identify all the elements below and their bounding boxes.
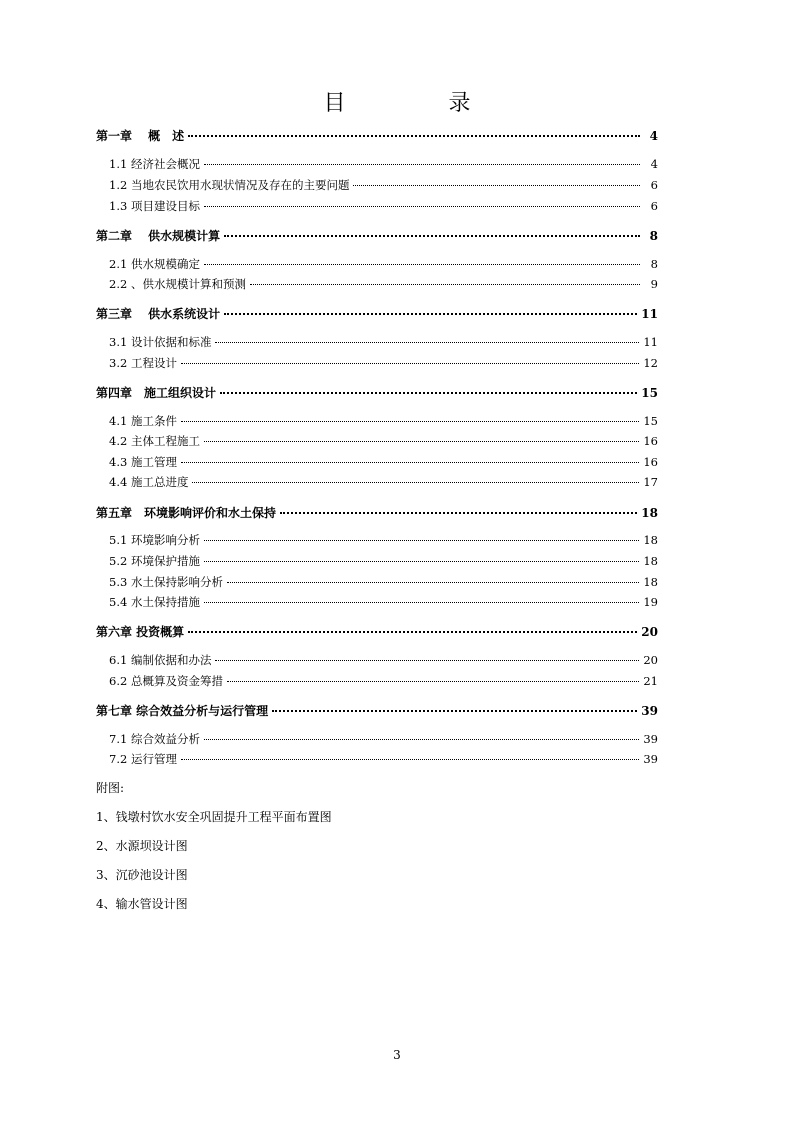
toc-section-row <box>96 433 658 449</box>
toc-chapter-row <box>96 227 658 244</box>
toc-section-row <box>96 652 658 668</box>
toc-leader-dots <box>220 392 637 394</box>
toc-entry-label: 第二章 供水规模计算 <box>96 229 221 243</box>
toc-leader-dots <box>204 164 640 165</box>
toc-entry-label: 第五章 环境影响评价和水土保持 <box>96 506 277 520</box>
toc-entry-page: 18 <box>643 533 658 547</box>
toc-leader-dots <box>204 739 639 740</box>
toc-section-row <box>96 256 658 272</box>
toc-entry-label: 5.3 水土保持影响分析 <box>109 575 223 589</box>
toc-entry-label: 2.1 供水规模确定 <box>109 257 200 271</box>
toc-leader-dots <box>227 681 639 682</box>
toc-entry-label: 第七章 综合效益分析与运行管理 <box>96 704 269 718</box>
toc-entry-label: 5.4 水土保持措施 <box>109 595 200 609</box>
toc-entry-label: 1.3 项目建设目标 <box>109 199 200 213</box>
toc-entry-page: 6 <box>650 178 658 192</box>
toc-entry-page: 16 <box>643 434 658 448</box>
toc-leader-dots <box>204 561 639 562</box>
toc-chapter-row <box>96 384 658 401</box>
toc-leader-dots <box>280 512 637 514</box>
toc-entry-page: 39 <box>641 704 658 718</box>
toc-chapter-row <box>96 504 658 521</box>
toc-entry-label: 6.1 编制依据和办法 <box>109 653 212 667</box>
toc-entry-label: 7.2 运行管理 <box>109 752 177 766</box>
toc-leader-dots <box>204 540 639 541</box>
toc-chapter-row <box>96 623 658 640</box>
toc-entry-page: 8 <box>650 257 658 271</box>
toc-entry-page: 4 <box>650 157 658 171</box>
appendix-item-1: 1、钱墩村饮水安全巩固提升工程平面布置图 <box>96 810 332 824</box>
toc-section-row <box>96 574 658 590</box>
toc-entry-label: 3.2 工程设计 <box>109 356 177 370</box>
toc-leader-dots <box>181 421 639 422</box>
toc-leader-dots <box>215 660 639 661</box>
toc-entry-label: 5.1 环境影响分析 <box>109 533 200 547</box>
toc-chapter-row <box>96 702 658 719</box>
toc-leader-dots <box>215 342 639 343</box>
page-number: 3 <box>393 1048 401 1062</box>
toc-section-row <box>96 731 658 747</box>
toc-entry-label: 1.1 经济社会概况 <box>109 157 200 171</box>
toc-leader-dots <box>188 631 637 633</box>
toc-entry-label: 5.2 环境保护措施 <box>109 554 200 568</box>
toc-leader-dots <box>224 235 640 237</box>
toc-section-row <box>96 532 658 548</box>
toc-entry-label: 第六章 投资概算 <box>96 625 185 639</box>
toc-entry-label: 6.2 总概算及资金筹措 <box>109 674 223 688</box>
toc-entry-page: 17 <box>643 475 658 489</box>
toc-entry-page: 18 <box>641 506 658 520</box>
toc-section-row <box>96 594 658 610</box>
toc-entry-page: 11 <box>643 335 658 349</box>
toc-leader-dots <box>204 206 640 207</box>
toc-section-row <box>96 334 658 350</box>
toc-entry-page: 11 <box>641 307 658 321</box>
toc-entry-label: 2.2 、供水规模计算和预测 <box>109 277 246 291</box>
toc-leader-dots <box>204 602 639 603</box>
toc-leader-dots <box>181 462 639 463</box>
toc-leader-dots <box>204 441 639 442</box>
toc-entry-label: 4.4 施工总进度 <box>109 475 189 489</box>
toc-entry-label: 4.2 主体工程施工 <box>109 434 200 448</box>
toc-leader-dots <box>227 582 639 583</box>
toc-entry-page: 18 <box>643 575 658 589</box>
toc-entry-page: 19 <box>643 595 658 609</box>
toc-section-row <box>96 751 658 767</box>
toc-entry-label: 第四章 施工组织设计 <box>96 386 217 400</box>
toc-section-row <box>96 553 658 569</box>
toc-entry-label: 3.1 设计依据和标准 <box>109 335 212 349</box>
toc-entry-label: 第三章 供水系统设计 <box>96 307 221 321</box>
toc-entry-page: 6 <box>650 199 658 213</box>
toc-section-row <box>96 177 658 193</box>
toc-entry-page: 18 <box>643 554 658 568</box>
toc-leader-dots <box>192 482 639 483</box>
toc-leader-dots <box>272 710 637 712</box>
toc-leader-dots <box>204 264 640 265</box>
toc-section-row <box>96 355 658 371</box>
toc-leader-dots <box>250 284 640 285</box>
toc-entry-page: 20 <box>643 653 658 667</box>
appendix-item-3: 3、沉砂池设计图 <box>96 868 188 882</box>
toc-entry-page: 9 <box>650 277 658 291</box>
appendix-item-2: 2、水源坝设计图 <box>96 839 188 853</box>
toc-leader-dots <box>188 135 640 137</box>
toc-entry-page: 16 <box>643 455 658 469</box>
toc-entry-page: 39 <box>643 752 658 766</box>
toc-section-row <box>96 276 658 292</box>
toc-section-row <box>96 413 658 429</box>
appendix-item-4: 4、输水管设计图 <box>96 897 188 911</box>
page-title: 目 录 <box>323 91 519 116</box>
toc-leader-dots <box>181 759 639 760</box>
toc-entry-label: 7.1 综合效益分析 <box>109 732 200 746</box>
toc-section-row <box>96 454 658 470</box>
toc-entry-page: 20 <box>641 625 658 639</box>
toc-entry-label: 1.2 当地农民饮用水现状情况及存在的主要问题 <box>109 178 350 192</box>
toc-section-row <box>96 156 658 172</box>
toc-entry-page: 4 <box>649 129 658 143</box>
toc-entry-page: 15 <box>643 414 658 428</box>
toc-section-row <box>96 474 658 490</box>
toc-entry-page: 21 <box>643 674 658 688</box>
toc-leader-dots <box>181 363 639 364</box>
toc-entry-page: 15 <box>641 386 658 400</box>
toc-entry-page: 8 <box>649 229 658 243</box>
toc-chapter-row <box>96 127 658 144</box>
toc-entry-label: 4.3 施工管理 <box>109 455 177 469</box>
toc-section-row <box>96 673 658 689</box>
toc-leader-dots <box>224 313 637 315</box>
toc-section-row <box>96 198 658 214</box>
toc-chapter-row <box>96 305 658 322</box>
toc-entry-label: 第一章 概 述 <box>96 129 185 143</box>
toc-leader-dots <box>353 185 640 186</box>
appendix-heading: 附图: <box>96 781 125 795</box>
toc-entry-page: 12 <box>643 356 658 370</box>
toc-entry-label: 4.1 施工条件 <box>109 414 177 428</box>
toc-entry-page: 39 <box>643 732 658 746</box>
